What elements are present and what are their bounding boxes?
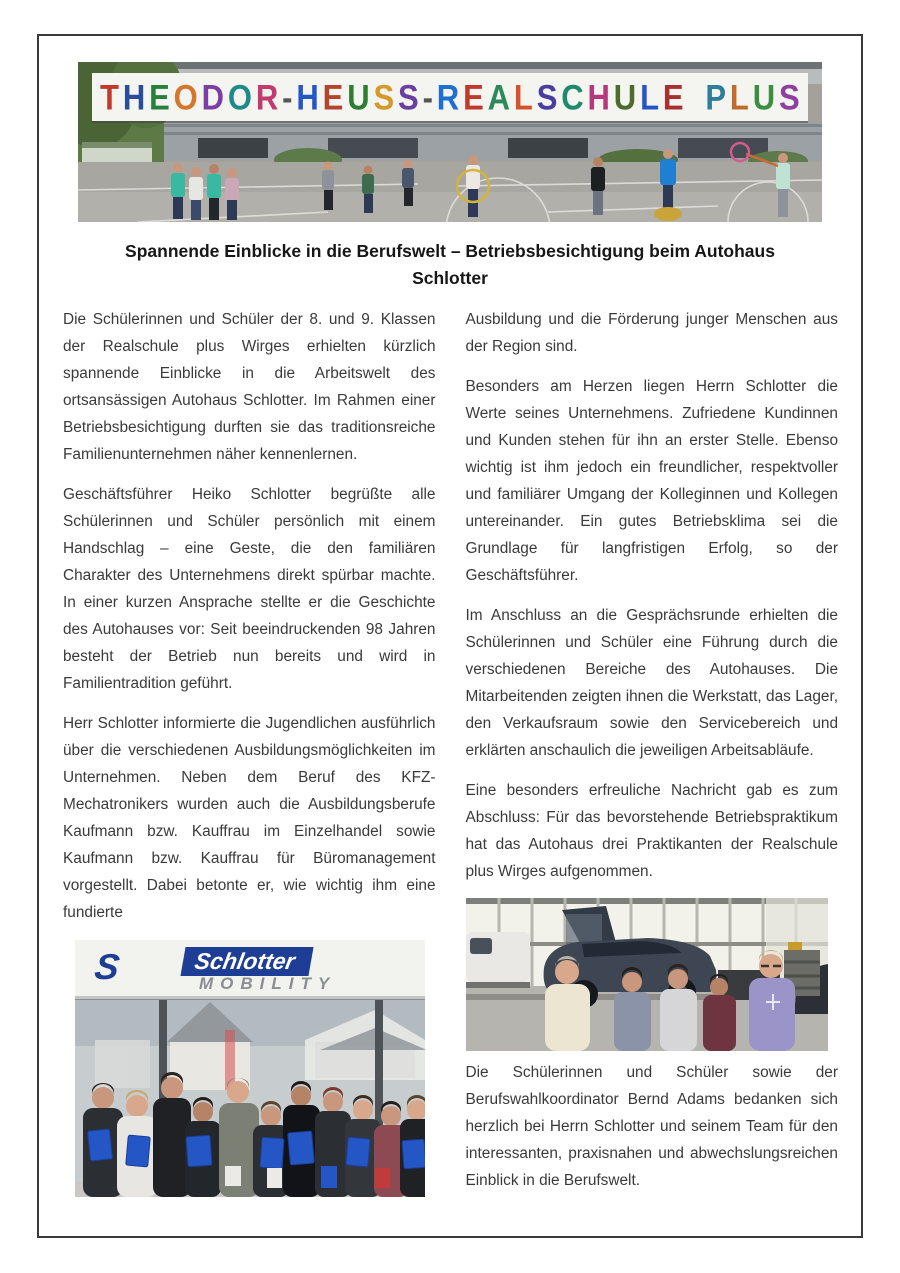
dealer-brand-sub: MOBILITY (199, 974, 337, 993)
school-name-letter: A (487, 76, 511, 118)
paragraph: Im Anschluss an die Gesprächsrunde erhielten die Schülerinnen und Schüler eine Führung durch die verschiedenen Bereiche des Autohauses. Die Mitarbeitenden zeigten ihnen die Werkstatt, das Lager, den Verkaufsraum sowie den Servicebereich und erklärten anschaulich die jeweiligen Arbeitsabläufe. (465, 607, 838, 759)
school-name-letter: R (255, 76, 279, 118)
school-name-letter: S (373, 76, 395, 118)
school-name-letter: H (587, 76, 610, 118)
school-name-letter: E (149, 76, 170, 118)
school-name-letter: O (173, 76, 198, 118)
article-title: Spannende Einblicke in die Berufswelt – Betriebsbesichtigung beim Autohaus Schlotter (125, 241, 775, 288)
paragraph: Eine besonders erfreuliche Nachricht gab es zum Abschluss: Für das bevorstehende Betriebspraktikum hat das Autohaus drei Praktikanten der Realschule plus Wirges aufgenommen. (465, 782, 838, 880)
school-header-photo (78, 62, 822, 222)
school-name-letter: D (201, 76, 225, 118)
school-name-letter: T (100, 76, 119, 118)
school-name-letter: U (613, 76, 637, 118)
paragraph: Geschäftsführer Heiko Schlotter begrüßte alle Schülerinnen und Schüler persönlich mit einem Handschlag – eine Geste, die den familiären Charakter des Unternehmens direkt spürbar machte. In einer kurzen Ansprache stellte er die Geschichte des Autohauses vor: Seit beeindruckenden 98 Jahren besteht der Betrieb nun bereits und wird in Familientradition geführt. (63, 486, 436, 692)
school-name-letter: H (122, 76, 146, 118)
white-van (466, 932, 530, 988)
school-name-letter: - (422, 76, 433, 118)
schlotter-mobility-photo (75, 940, 425, 1197)
workshop-scene (466, 898, 828, 1051)
school-name-letter: E (662, 76, 684, 118)
school-name-letter: S (778, 76, 800, 118)
school-name-letter: L (729, 76, 749, 118)
school-name-letter: R (436, 76, 460, 118)
school-name-letter: O (227, 76, 253, 118)
paragraph: Herr Schlotter informierte die Jugendlichen ausführlich über die verschiedenen Ausbildungsmöglichkeiten im Unternehmen. Neben dem Beruf des KFZ-Mechatronikers wurden auch die Ausbildungsberufe Kaufmann bzw. Kauffrau im Einzelhandel sowie Kaufmann bzw. Kauffrau für Büromanagement vorgestellt. Dabei betonte er, wie wichtig ihm eine fundierte (63, 715, 436, 921)
school-name-letter: P (705, 76, 726, 118)
school-name-letter: L (640, 76, 659, 118)
article-body (63, 306, 838, 1207)
school-name-letter: S (536, 76, 558, 118)
school-name-letter: E (463, 76, 484, 118)
dealer-brand-sign: Schlotter (180, 947, 313, 976)
school-name-letter: L (513, 76, 533, 118)
right-column (466, 306, 839, 1207)
school-name-letter: C (561, 76, 584, 118)
paragraph: Ausbildung und die Förderung junger Menschen aus der Region sind. (465, 311, 838, 355)
school-name-sign (92, 73, 808, 121)
school-name-letter: U (347, 76, 370, 118)
school-name-letter: S (398, 76, 419, 118)
paragraph: Besonders am Herzen liegen Herrn Schlotter die Werte seines Unternehmens. Zufriedene Kundinnen und Kunden stehen für ihn an erster Stelle. Ebenso wichtig ist ihm jedoch ein freundlicher, respektvoller und familiärer Umgang der Kolleginnen und Kollegen untereinander. Ein gutes Betriebsklima sei die Grundlage für langfristigen Erfolg, so der Geschäftsführer. (465, 378, 838, 584)
left-column (63, 306, 436, 1207)
paragraph: Die Schülerinnen und Schüler sowie der Berufswahlkoordinator Bernd Adams bedanken sich herzlich bei Herrn Schlotter und seinem Team für den interessanten, praxisnahen und abwechslungsreichen Einblick in die Berufswelt. (465, 1064, 838, 1189)
school-name-letter: E (322, 76, 344, 118)
school-name-letter: U (752, 76, 776, 118)
paragraph: Die Schülerinnen und Schüler der 8. und 9. Klassen der Realschule plus Wirges erhielten kürzlich spannende Einblicke in die Arbeitswelt des ortsansässigen Autohaus Schlotter. Im Rahmen einer Betriebsbesichtigung durften sie das traditionsreiche Familienunternehmen näher kennenlernen. (63, 311, 436, 463)
school-name-letter: H (296, 76, 319, 118)
workshop-group-photo (466, 898, 828, 1051)
schlotter-logo-icon: S (92, 946, 122, 987)
school-name-letter: - (282, 76, 293, 118)
